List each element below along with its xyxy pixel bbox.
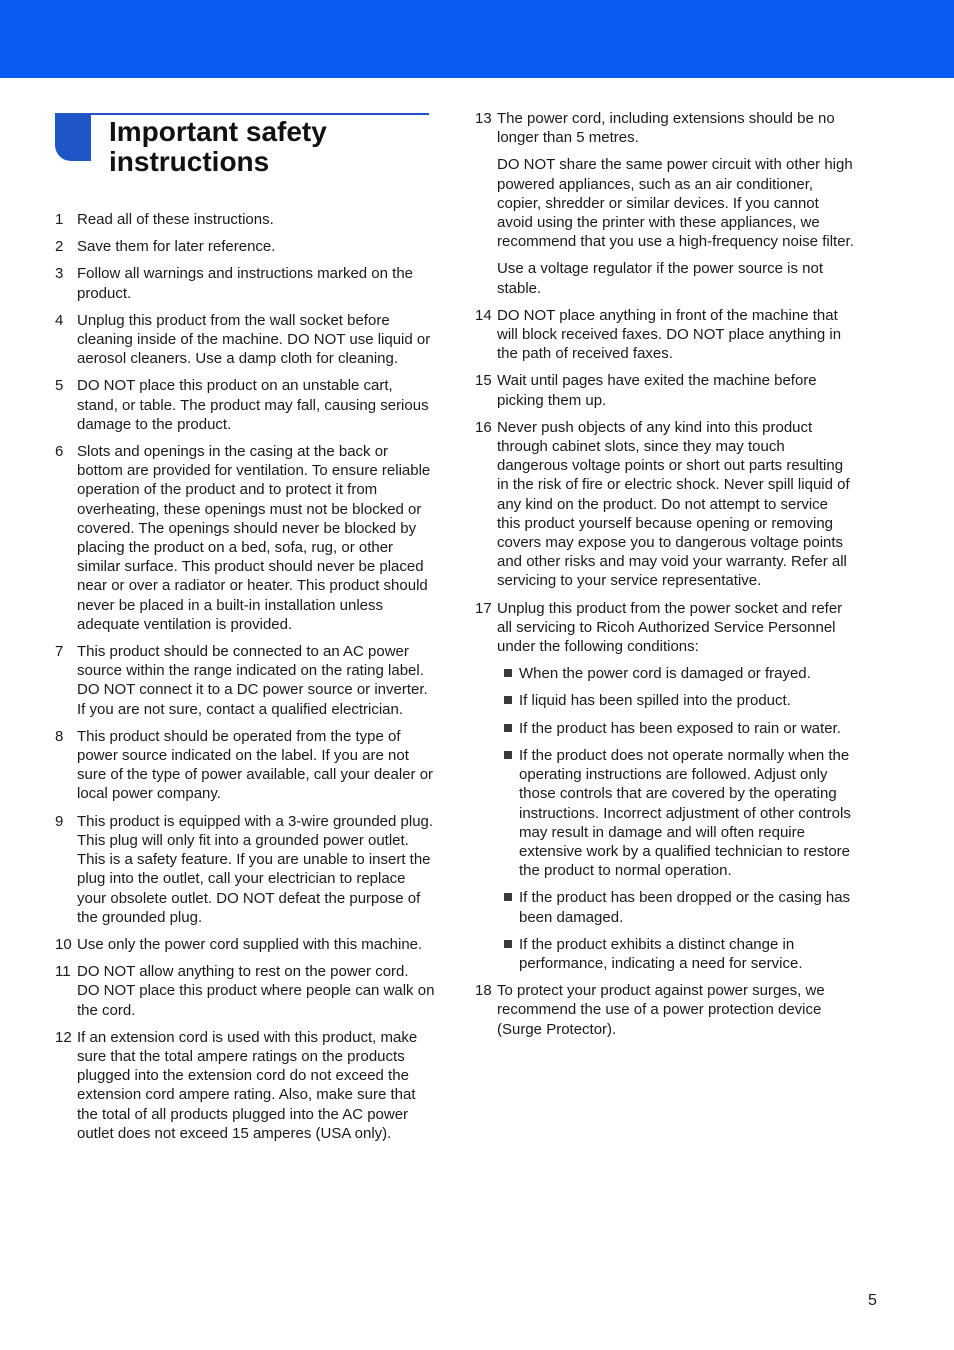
header-bar [0,0,954,78]
list-item [475,306,855,364]
item-number: 9 [55,812,64,830]
bullet-item [475,935,855,973]
title-rule [55,113,429,115]
item-text: Never push objects of any kind into this product through cabinet slots, since they may touch dangerous voltage points or short out parts resulting in the risk of fire or electric shock. Never spill liquid of any kind on the product. Do not attempt to service this product yourself because opening or removing covers may expose you to dangerous voltage points and other risks and may void your warranty. Refer all servicing to your service representative. [497,418,850,590]
page-number: 5 [868,1292,877,1309]
square-bullet-icon [504,669,512,677]
list-item [475,599,855,657]
bullet-text: If the product does not operate normally when the operating instructions are followed. Adjust only those controls that are covered by the operating instructions. Incorrect adjustment of other controls may result in damage and will often require extensive work by a qualified technician to restore the product to normal operation. [519,746,851,880]
item-text: Save them for later reference. [77,238,276,256]
item-text: Wait until pages have exited the machine before picking them up. [497,372,817,409]
item-text: If an extension cord is used with this product, make sure that the total ampere ratings on the products plugged into the extension cord do not exceed the extension cord ampere rating. Also, make sure that the total of all products plugged into the AC power outlet does not exceed 15 amperes (USA only). [77,1028,418,1142]
list-item [55,376,435,434]
bullet-text: If the product has been dropped or the casing has been damaged. [519,889,851,926]
item-text: Use only the power cord supplied with this machine. [77,935,423,953]
item-text: DO NOT place this product on an unstable cart, stand, or table. The product may fall, causing serious damage to the product. [77,377,429,433]
square-bullet-icon [504,751,512,759]
item-number: 13 [475,110,492,127]
item-text: This product should be connected to an AC power source within the range indicated on the rating label. DO NOT connect it to a DC power source or inverter. If you are not sure, contact a qualified electrician. [77,643,428,718]
item-text: To protect your product against power surges, we recommend the use of a power protection device (Surge Protector). [497,982,825,1038]
list-item [475,371,855,409]
list-item [475,109,855,147]
bullet-item [475,691,855,710]
title-tab-marker [55,115,91,161]
item-text: Follow all warnings and instructions marked on the product. [77,265,413,302]
square-bullet-icon [504,724,512,732]
item-number: 10 [55,935,72,953]
item-paragraph: DO NOT share the same power circuit with other high powered appliances, such as an air conditioner, copier, shredder or similar devices. If you cannot avoid using the printer with these appliances, we recommend that you use a high-frequency noise filter. [497,156,854,251]
list-item [55,210,435,229]
item-number: 4 [55,311,64,329]
item-text: Read all of these instructions. [77,211,274,228]
item-number: 6 [55,443,64,461]
list-item [55,962,435,1020]
bullet-text: If liquid has been spilled into the product. [519,692,791,710]
item-text: Unplug this product from the power socket and refer all servicing to Ricoh Authorized Service Personnel under the following conditions: [497,599,843,656]
item-text: This product is equipped with a 3-wire grounded plug. This plug will only fit into a grounded power outlet. This is a safety feature. If you are unable to insert the plug into the outlet, call your electrician to replace your obsolete outlet. DO NOT defeat the purpose of the grounded plug. [77,812,434,926]
item-number: 17 [475,599,492,617]
list-item [55,311,435,369]
list-item [55,264,435,302]
square-bullet-icon [504,893,512,901]
square-bullet-icon [504,696,512,704]
item-number: 5 [55,377,64,395]
list-item [55,935,435,954]
item-text: The power cord, including extensions should be no longer than 5 metres. [497,110,835,147]
item-number: 2 [55,238,64,256]
item-number: 7 [55,643,64,661]
list-item [55,812,435,927]
bullet-item [475,888,855,926]
item-number: 3 [55,265,64,283]
list-item [475,418,855,591]
bullet-text: When the power cord is damaged or frayed. [519,665,811,683]
page-title: Important safety instructions [109,116,327,177]
square-bullet-icon [504,940,512,948]
item-number: 11 [55,963,71,981]
item-text: Unplug this product from the wall socket before cleaning inside of the machine. DO NOT use liquid or aerosol cleaners. Use a damp cloth for cleaning. [77,311,431,368]
item-number: 15 [475,372,492,390]
item-number: 12 [55,1028,72,1046]
list-item [55,727,435,804]
bullet-text: If the product has been exposed to rain or water. [519,719,841,737]
item-text: Slots and openings in the casing at the back or bottom are provided for ventilation. To ensure reliable operation of the product and to protect it from overheating, these openings must not be blocked or covered. The openings should never be blocked by placing the product on a bed, sofa, rug, or other similar surface. This product should never be placed near or over a radiator or heater. This product should never be placed in a built-in installation unless adequate ventilation is provided. [77,443,431,633]
list-item [475,981,855,1039]
list-item [55,237,435,256]
item-text: DO NOT place anything in front of the machine that will block received faxes. DO NOT place anything in the path of received faxes. [497,306,842,363]
item-number: 8 [55,727,64,745]
list-item [55,442,435,634]
item-number: 14 [475,306,492,324]
item-number: 18 [475,982,492,1000]
left-column [55,210,435,1151]
item-text: This product should be operated from the type of power source indicated on the label. If you are not sure of the type of power available, call your dealer or local power company. [77,727,434,803]
right-column [475,109,855,1047]
item-text: DO NOT allow anything to rest on the power cord. DO NOT place this product where people can walk on the cord. [77,963,435,1019]
list-item [55,642,435,719]
item-number: 16 [475,418,492,436]
item-paragraph: Use a voltage regulator if the power source is not stable. [497,260,824,297]
bullet-item [475,719,855,738]
bullet-text: If the product exhibits a distinct change in performance, indicating a need for service. [519,935,803,972]
bullet-item [475,664,855,683]
bullet-item [475,746,855,880]
list-item [55,1028,435,1143]
item-number: 1 [55,211,64,228]
